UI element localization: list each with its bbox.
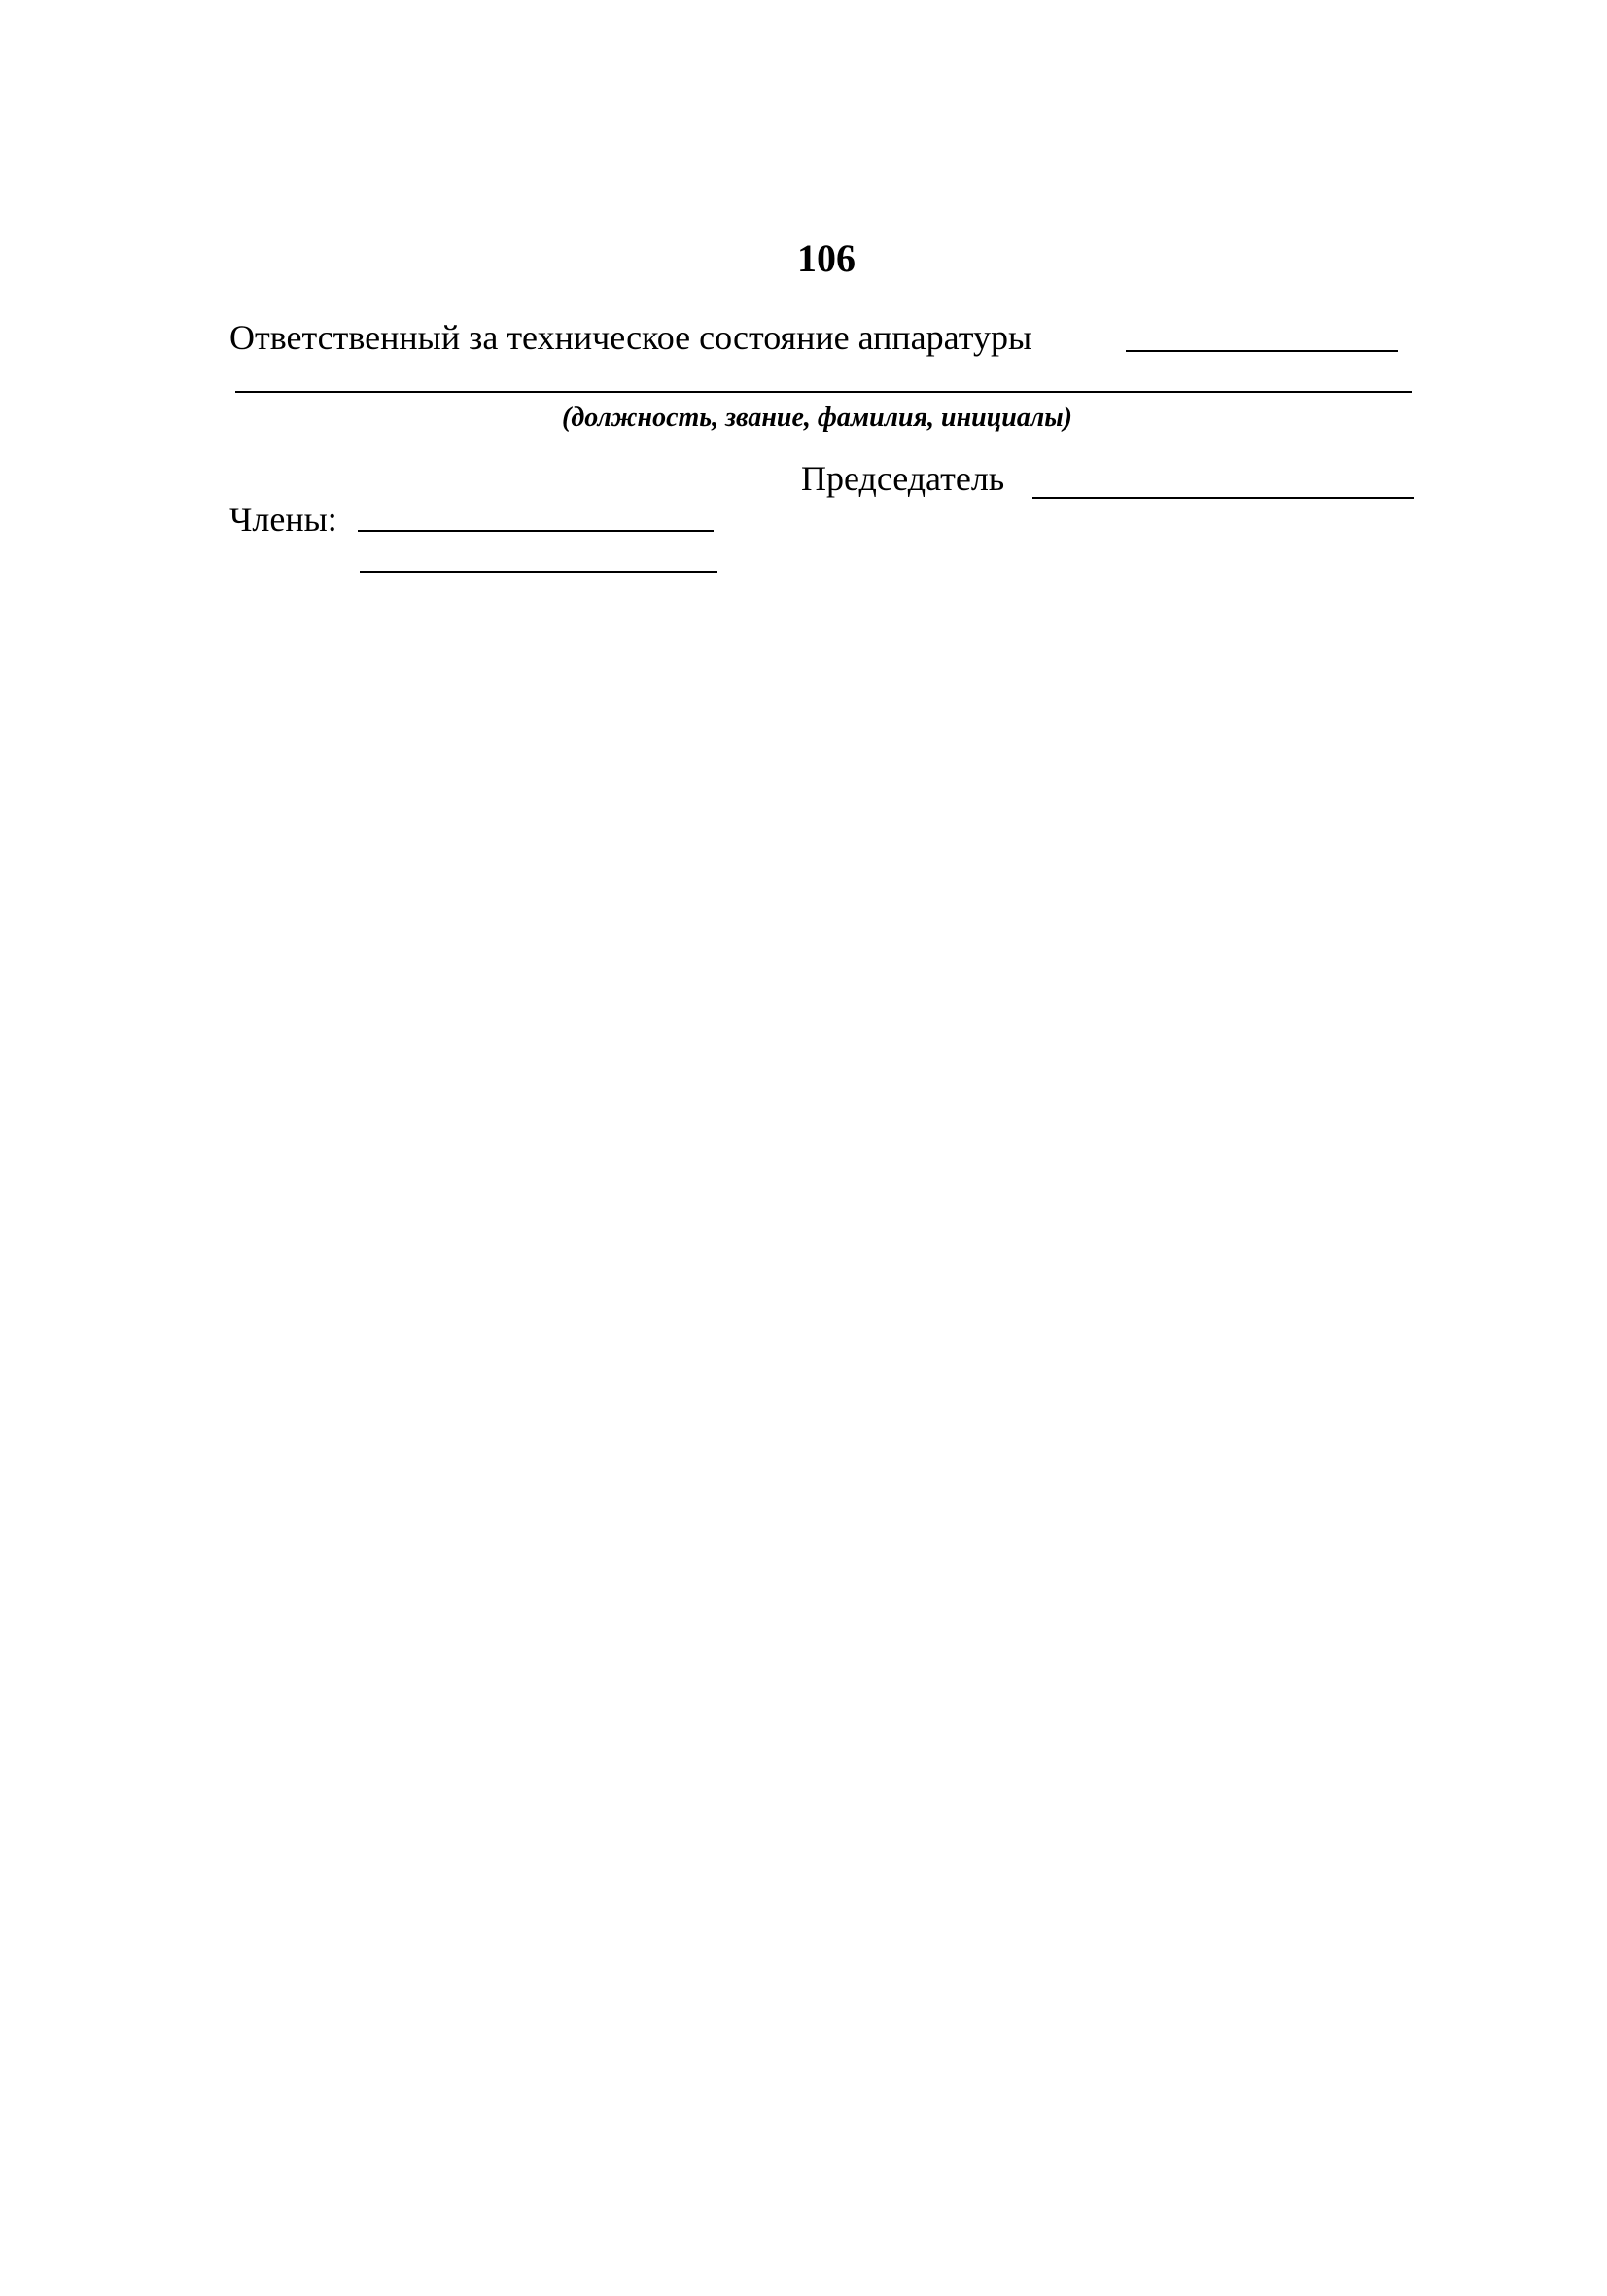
member-signature-line-2: [360, 571, 717, 573]
chairman-label: Председатель: [801, 459, 1005, 498]
responsible-details-line: [235, 391, 1412, 393]
members-label: Члены:: [229, 500, 337, 539]
responsible-caption: (должность, звание, фамилия, инициалы): [562, 403, 1072, 433]
responsible-signature-line: [1126, 350, 1398, 352]
page-number: 106: [797, 236, 856, 280]
member-signature-line-1: [358, 530, 714, 532]
chairman-signature-line: [1032, 497, 1414, 499]
responsible-label: Ответственный за техническое состояние аппаратуры: [229, 318, 1032, 357]
